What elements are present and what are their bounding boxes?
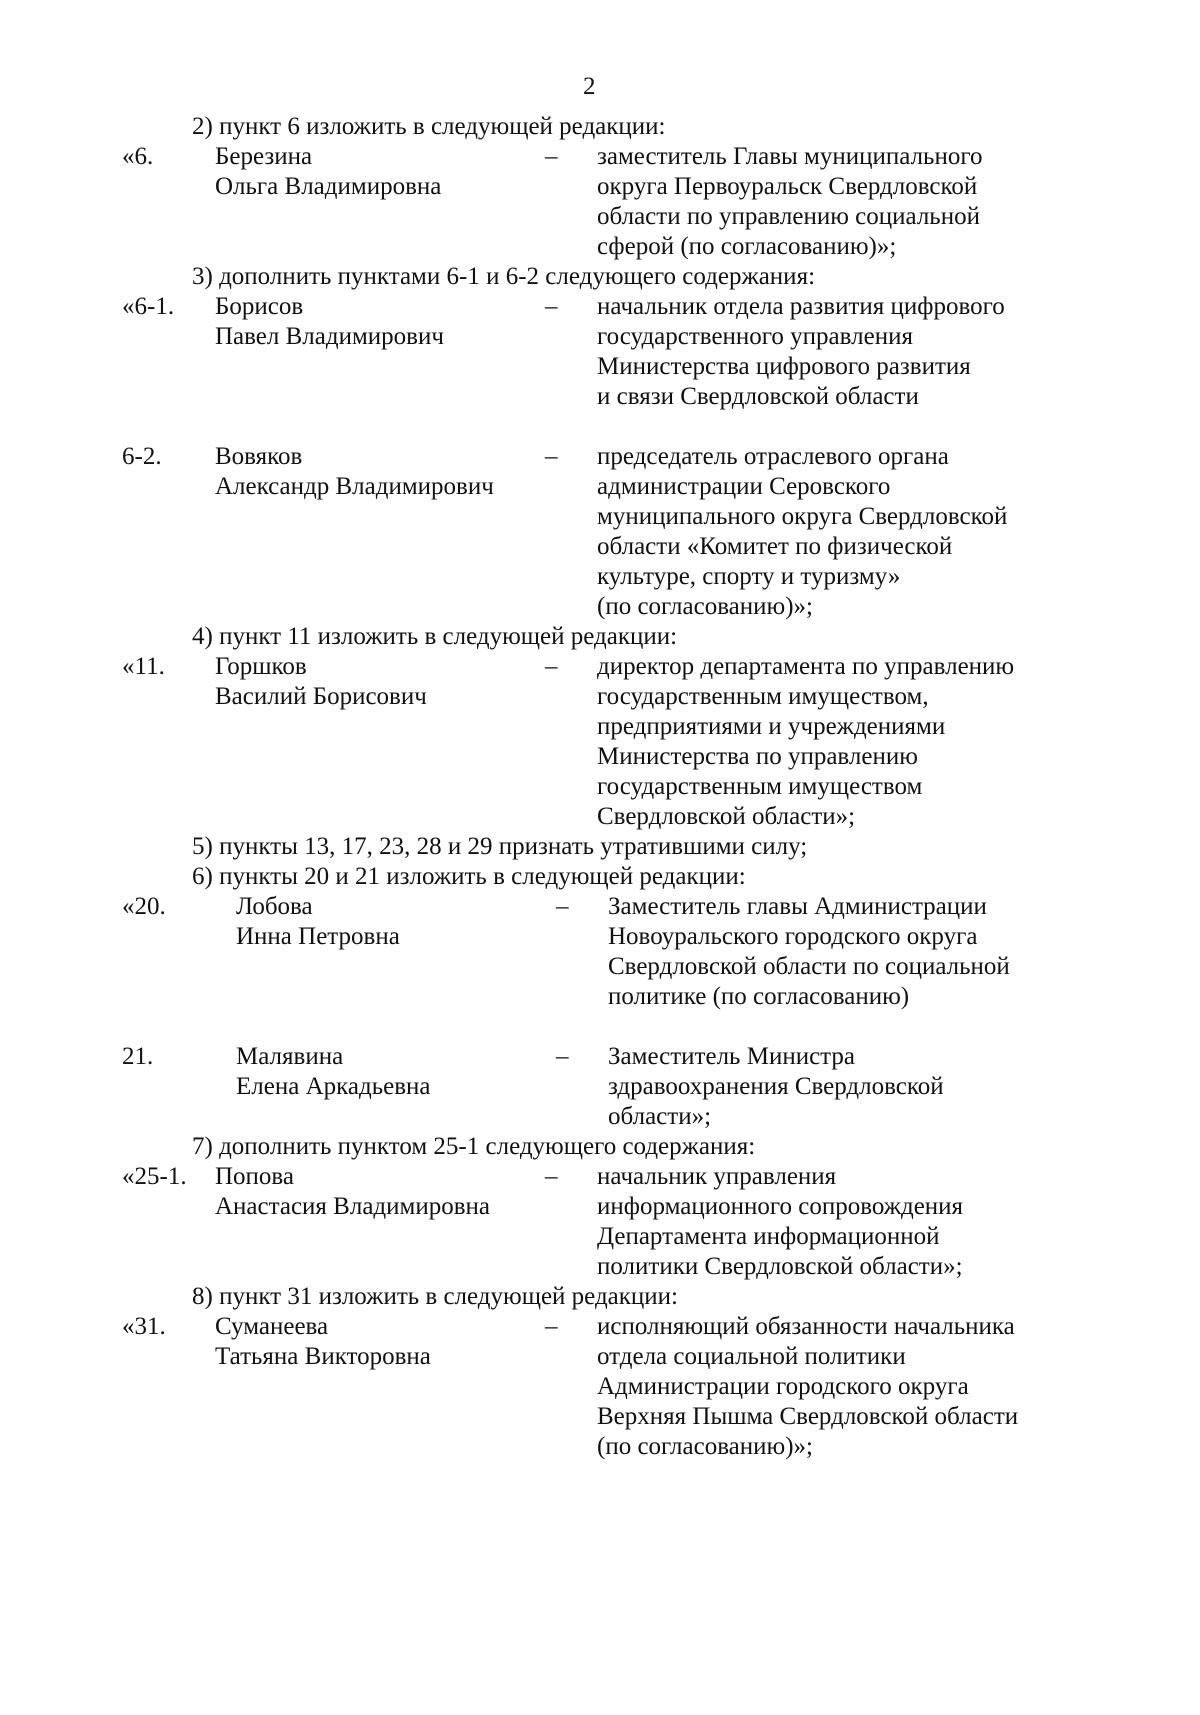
dash: –	[545, 1313, 558, 1340]
given-names: Павел Владимирович	[215, 323, 444, 350]
position-line: заместитель Главы муниципального	[597, 143, 983, 170]
position-line: сферой (по согласованию)»;	[597, 233, 897, 260]
position-line: информационного сопровождения	[597, 1193, 964, 1220]
given-names: Елена Аркадьевна	[236, 1073, 431, 1100]
entry-number: «20.	[122, 893, 166, 920]
entry-number: «11.	[122, 653, 165, 680]
entry-number: 21.	[122, 1043, 154, 1070]
given-names: Татьяна Викторовна	[215, 1343, 431, 1370]
surname: Малявина	[236, 1043, 344, 1070]
position-line: и связи Свердловской области	[597, 383, 919, 410]
dash: –	[545, 293, 558, 320]
position-line: округа Первоуральск Свердловской	[597, 173, 978, 200]
dash: –	[545, 653, 558, 680]
dash: –	[545, 443, 558, 470]
position-line: директор департамента по управлению	[597, 653, 1015, 680]
position-line: отдела социальной политики	[597, 1343, 906, 1370]
position-line: культуре, спорту и туризму»	[597, 563, 901, 590]
position-line: начальник отдела развития цифрового	[597, 293, 1005, 320]
position-line: муниципального округа Свердловской	[597, 503, 1008, 530]
amendment-instruction: 2) пункт 6 изложить в следующей редакции:	[192, 113, 666, 140]
amendment-instruction: 6) пункты 20 и 21 изложить в следующей редакции:	[192, 863, 746, 890]
given-names: Инна Петровна	[236, 923, 400, 950]
position-line: Свердловской области по социальной	[608, 953, 1010, 980]
page-number: 2	[583, 73, 596, 100]
position-line: политики Свердловской области»;	[597, 1253, 963, 1280]
position-line: области по управлению социальной	[597, 203, 980, 230]
dash: –	[545, 1163, 558, 1190]
amendment-instruction: 5) пункты 13, 17, 23, 28 и 29 признать утратившими силу;	[192, 833, 808, 860]
position-line: предприятиями и учреждениями	[597, 713, 946, 740]
position-line: Департамента информационной	[597, 1223, 940, 1250]
dash: –	[556, 893, 569, 920]
position-line: области «Комитет по физической	[597, 533, 953, 560]
position-line: Заместитель Министра	[608, 1043, 855, 1070]
position-line: администрации Серовского	[597, 473, 891, 500]
position-line: начальник управления	[597, 1163, 837, 1190]
amendment-instruction: 4) пункт 11 изложить в следующей редакции:	[192, 623, 678, 650]
surname: Вовяков	[215, 443, 303, 470]
dash: –	[545, 143, 558, 170]
position-line: области»;	[608, 1103, 712, 1130]
dash: –	[556, 1043, 569, 1070]
position-line: председатель отраслевого органа	[597, 443, 949, 470]
surname: Попова	[215, 1163, 295, 1190]
amendment-instruction: 3) дополнить пунктами 6-1 и 6-2 следующего содержания:	[192, 263, 816, 290]
given-names: Александр Владимирович	[215, 473, 494, 500]
entry-number: «25-1.	[122, 1163, 187, 1190]
position-line: Свердловской области»;	[597, 803, 856, 830]
position-line: (по согласованию)»;	[597, 1433, 813, 1460]
position-line: государственного управления	[597, 323, 913, 350]
entry-number: «6.	[122, 143, 154, 170]
surname: Суманеева	[215, 1313, 329, 1340]
position-line: государственным имуществом,	[597, 683, 929, 710]
entry-number: «31.	[122, 1313, 166, 1340]
position-line: Министерства цифрового развития	[597, 353, 971, 380]
given-names: Василий Борисович	[215, 683, 427, 710]
amendment-instruction: 8) пункт 31 изложить в следующей редакции:	[192, 1283, 678, 1310]
amendment-instruction: 7) дополнить пунктом 25-1 следующего содержания:	[192, 1133, 756, 1160]
position-line: исполняющий обязанности начальника	[597, 1313, 1015, 1340]
entry-number: 6-2.	[122, 443, 162, 470]
position-line: Администрации городского округа	[597, 1373, 969, 1400]
position-line: Верхняя Пышма Свердловской области	[597, 1403, 1019, 1430]
surname: Горшков	[215, 653, 307, 680]
given-names: Анастасия Владимировна	[215, 1193, 490, 1220]
surname: Лобова	[236, 893, 313, 920]
surname: Борисов	[215, 293, 304, 320]
position-line: здравоохранения Свердловской	[608, 1073, 944, 1100]
position-line: политике (по согласованию)	[608, 983, 910, 1010]
position-line: Заместитель главы Администрации	[608, 893, 987, 920]
entry-number: «6-1.	[122, 293, 175, 320]
position-line: (по согласованию)»;	[597, 593, 813, 620]
given-names: Ольга Владимировна	[215, 173, 442, 200]
position-line: Министерства по управлению	[597, 743, 918, 770]
position-line: государственным имуществом	[597, 773, 923, 800]
position-line: Новоуральского городского округа	[608, 923, 978, 950]
surname: Березина	[215, 143, 313, 170]
